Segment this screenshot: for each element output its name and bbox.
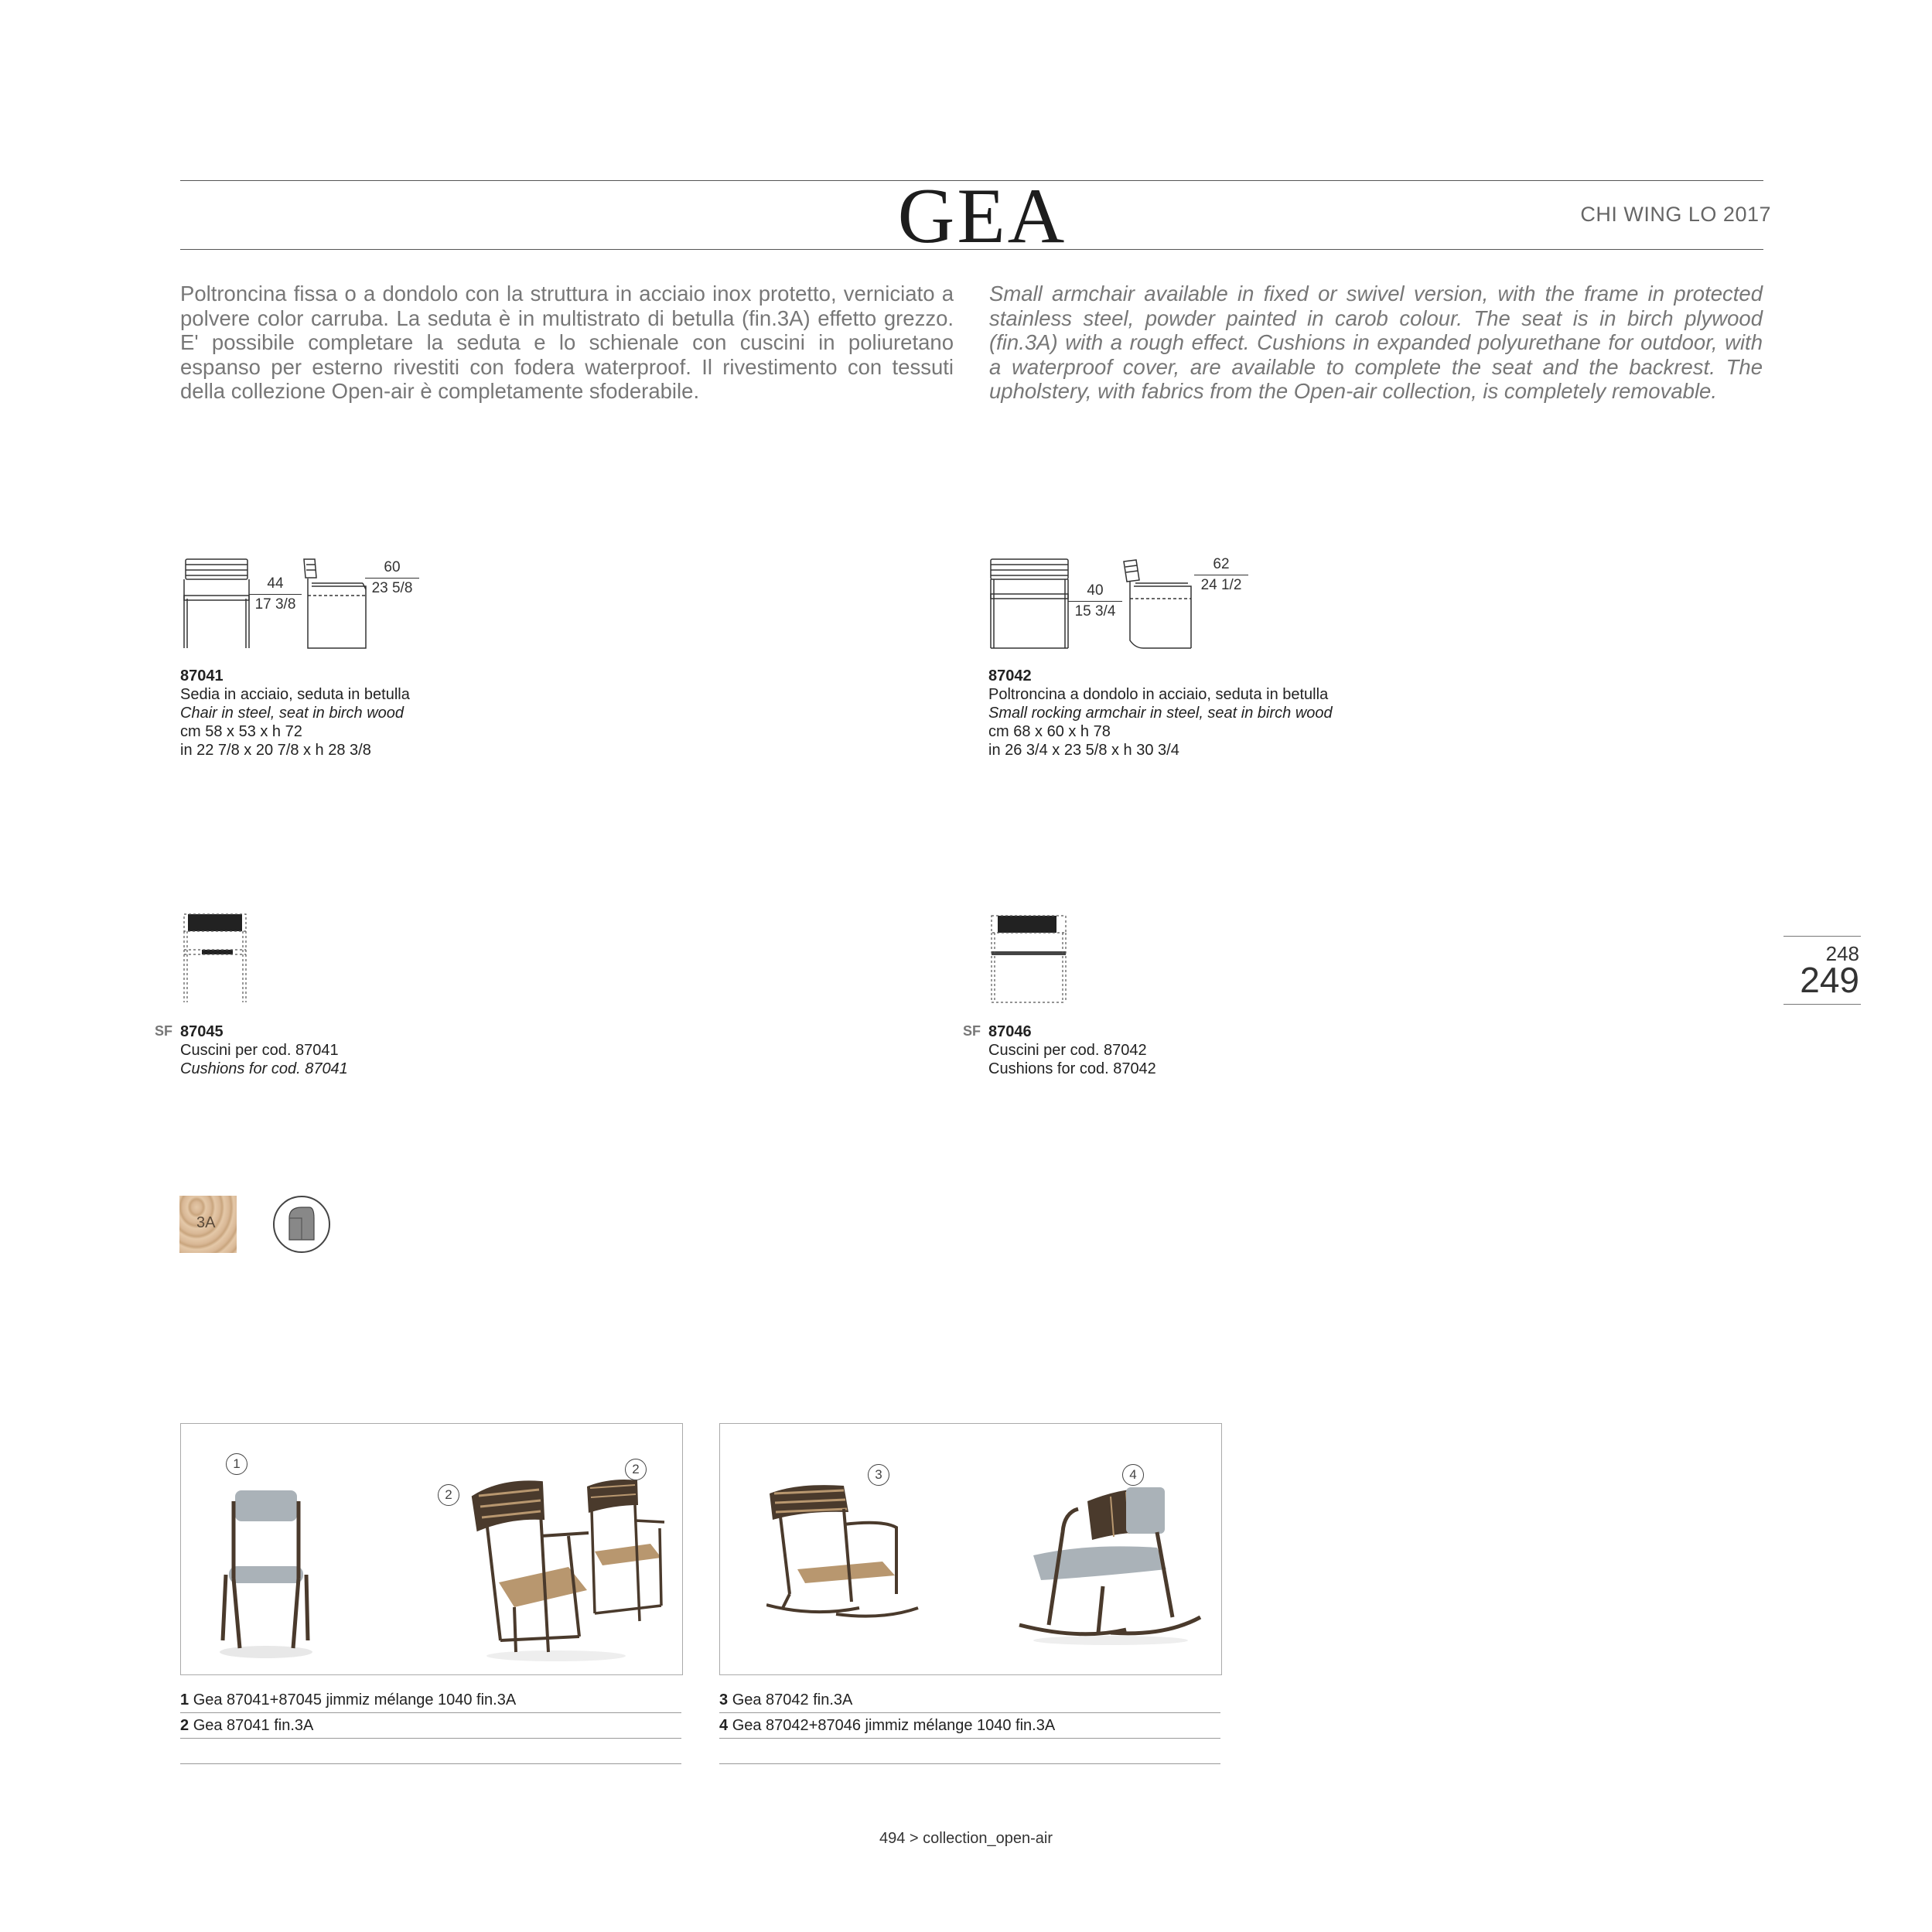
photo-rocking-87042 <box>766 1478 921 1633</box>
product-code: 87041 <box>180 667 224 684</box>
product-size-cm: cm 68 x 60 x h 78 <box>988 723 1111 740</box>
page-num-top-rule <box>1784 936 1861 937</box>
product-desc-en: Small rocking armchair in steel, seat in birch wood <box>988 705 1333 722</box>
page-footer: 494 > collection_open-air <box>879 1830 1053 1847</box>
page-num-bottom-rule <box>1784 1004 1861 1005</box>
photo-marker-4: 4 <box>1122 1464 1144 1486</box>
product-code: 87042 <box>988 667 1032 684</box>
photo-box-right <box>719 1423 1222 1675</box>
header-bottom-rule <box>180 249 1763 250</box>
collection-title: GEA <box>897 172 1067 260</box>
sf-badge-87046: SF <box>963 1023 981 1039</box>
product-desc-it: Poltroncina a dondolo in acciaio, seduta in betulla <box>988 686 1329 703</box>
photo-marker-2b: 2 <box>625 1459 647 1480</box>
cushion-desc-it: Cuscini per cod. 87041 <box>180 1042 339 1059</box>
cushion-code: 87045 <box>180 1023 224 1040</box>
caption-spacer <box>719 1739 1220 1764</box>
cushion-87046-spec <box>988 1022 1156 1078</box>
cushion-desc-it: Cuscini per cod. 87042 <box>988 1042 1147 1059</box>
captions-left <box>180 1688 681 1764</box>
cushion-desc-en: Cushions for cod. 87042 <box>988 1060 1156 1077</box>
finish-swatch-3a <box>179 1196 237 1253</box>
photo-box-left <box>180 1423 683 1675</box>
cushion-code: 87046 <box>988 1023 1032 1040</box>
caption-1: 1 Gea 87041+87045 jimmiz mélange 1040 fin.3A <box>180 1688 681 1713</box>
page-number-right: 249 <box>1800 960 1859 1000</box>
product-size-in: in 22 7/8 x 20 7/8 x h 28 3/8 <box>180 742 371 759</box>
dim-87041-depth: 60 23 5/8 <box>365 558 419 598</box>
cushion-87046-drawing <box>988 911 1070 1005</box>
cushion-desc-en: Cushions for cod. 87041 <box>180 1060 348 1077</box>
caption-spacer <box>180 1739 681 1764</box>
photo-chair-87041-cushion <box>212 1486 320 1660</box>
product-desc-it: Sedia in acciaio, seduta in betulla <box>180 686 410 703</box>
designer-credit: CHI WING LO 2017 <box>1580 203 1771 226</box>
page-number-left: 248 <box>1825 942 1859 965</box>
finish-label: 3A <box>196 1214 216 1231</box>
captions-right <box>719 1688 1220 1764</box>
caption-4: 4 Gea 87042+87046 jimmiz mélange 1040 fin.3A <box>719 1713 1220 1739</box>
photo-rocking-87042-cushion <box>1018 1478 1203 1648</box>
dim-87042-height: 40 15 3/4 <box>1068 582 1122 621</box>
photo-marker-2a: 2 <box>438 1484 459 1506</box>
product-87041-spec <box>180 667 410 759</box>
sf-badge-87045: SF <box>155 1023 173 1039</box>
product-87042-spec <box>988 667 1333 759</box>
dim-87041-height: 44 17 3/8 <box>249 575 302 614</box>
intro-text-it: Poltroncina fissa o a dondolo con la struttura in acciaio inox protetto, verniciato a polvere color carruba. La seduta è in multistrato di betulla (fin.3A) effetto grezzo. E' possibile completare la seduta e lo schienale con cuscini in poliuretano espanso per esterno rivestiti con fodera waterproof. Il rivestimento con tessuti della collezione Open-air è completamente sfoderabile. <box>180 282 954 403</box>
photo-marker-1: 1 <box>226 1453 247 1475</box>
photo-chairs-87041-pair <box>471 1474 668 1664</box>
intro-text-en: Small armchair available in fixed or swivel version, with the frame in protected stainless steel, powder painted in carob colour. The seat is in birch plywood (fin.3A) with a rough effect. Cushions in expanded polyurethane for outdoor, with a waterproof cover, are available to complete the seat and the backrest. The upholstery, with fabrics from the Open-air collection, is completely removable. <box>989 282 1763 403</box>
caption-3: 3 Gea 87042 fin.3A <box>719 1688 1220 1713</box>
product-size-in: in 26 3/4 x 23 5/8 x h 30 3/4 <box>988 742 1179 759</box>
caption-2: 2 Gea 87041 fin.3A <box>180 1713 681 1739</box>
product-desc-en: Chair in steel, seat in birch wood <box>180 705 404 722</box>
dim-87042-depth: 62 24 1/2 <box>1194 555 1248 595</box>
cushion-87045-drawing <box>180 911 254 1005</box>
waterproof-cover-icon <box>272 1195 331 1254</box>
product-size-cm: cm 58 x 53 x h 72 <box>180 723 302 740</box>
photo-marker-3: 3 <box>868 1464 889 1486</box>
cushion-87045-spec <box>180 1022 348 1078</box>
